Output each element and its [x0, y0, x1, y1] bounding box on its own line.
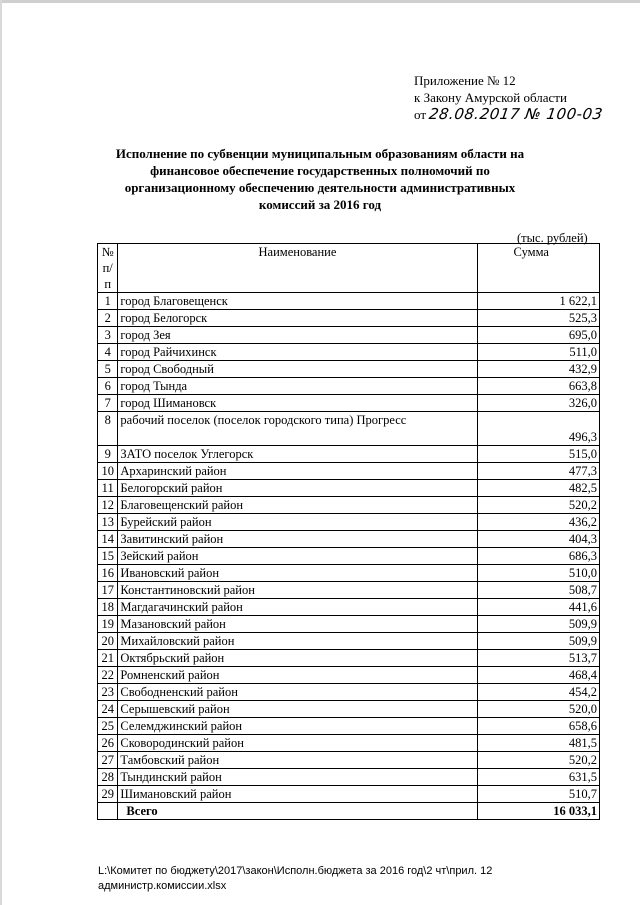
table-row [98, 650, 600, 667]
table-row [98, 752, 600, 769]
row-sum: 663,8 [477, 378, 599, 395]
row-sum: 436,2 [477, 514, 599, 531]
row-sum: 432,9 [477, 361, 599, 378]
table-row [98, 616, 600, 633]
appendix-date-prefix: от [414, 107, 427, 122]
table-row [98, 548, 600, 565]
table-row [98, 565, 600, 582]
row-name: Бурейский район [118, 514, 477, 531]
row-sum: 441,6 [477, 599, 599, 616]
row-name: Мазановский район [118, 616, 477, 633]
row-sum: 454,2 [477, 684, 599, 701]
header-name: Наименование [118, 244, 477, 293]
row-name: Завитинский район [118, 531, 477, 548]
row-number: 15 [98, 548, 118, 565]
row-name: Октябрьский район [118, 650, 477, 667]
row-sum: 515,0 [477, 446, 599, 463]
row-name: Свободненский район [118, 684, 477, 701]
row-number: 23 [98, 684, 118, 701]
row-name: город Белогорск [118, 310, 477, 327]
table-row [98, 786, 600, 803]
appendix-date-line [414, 106, 603, 123]
row-name: Ромненский район [118, 667, 477, 684]
row-sum: 404,3 [477, 531, 599, 548]
row-sum: 520,2 [477, 752, 599, 769]
row-number: 19 [98, 616, 118, 633]
document-title: Исполнение по субвенции муниципальным образованиям области на финансовое обеспечение государственных полномочий по организационному обеспечению деятельности административных комиссий за 2016 год [115, 146, 525, 212]
row-number: 22 [98, 667, 118, 684]
row-number: 1 [98, 293, 118, 310]
row-sum: 511,0 [477, 344, 599, 361]
row-sum: 481,5 [477, 735, 599, 752]
total-row [98, 803, 600, 820]
row-number: 11 [98, 480, 118, 497]
total-label: Всего [118, 803, 477, 820]
row-name: Зейский район [118, 548, 477, 565]
row-sum: 477,3 [477, 463, 599, 480]
table-row [98, 446, 600, 463]
row-sum: 468,4 [477, 667, 599, 684]
row-number: 4 [98, 344, 118, 361]
file-path-footer [98, 864, 492, 894]
table-row [98, 718, 600, 735]
page-edge-left [0, 0, 2, 905]
row-number: 21 [98, 650, 118, 667]
table-row [98, 667, 600, 684]
row-name: рабочий поселок (поселок городского типа) Прогресс [118, 412, 477, 446]
row-name: Белогорский район [118, 480, 477, 497]
row-name: город Тында [118, 378, 477, 395]
row-name: город Райчихинск [118, 344, 477, 361]
table-row [98, 684, 600, 701]
row-number: 12 [98, 497, 118, 514]
row-sum: 509,9 [477, 633, 599, 650]
page-edge [0, 0, 640, 3]
row-name: Селемджинский район [118, 718, 477, 735]
row-number: 17 [98, 582, 118, 599]
row-number: 5 [98, 361, 118, 378]
table-row [98, 701, 600, 718]
table-row [98, 514, 600, 531]
row-sum: 508,7 [477, 582, 599, 599]
appendix-header [414, 72, 603, 123]
table-row [98, 633, 600, 650]
table-row [98, 497, 600, 514]
header-num: № п/п [98, 244, 118, 293]
row-number: 24 [98, 701, 118, 718]
table-row [98, 412, 600, 446]
appendix-number: Приложение № 12 [414, 73, 516, 88]
table-row [98, 480, 600, 497]
row-number: 14 [98, 531, 118, 548]
row-name: ЗАТО поселок Углегорск [118, 446, 477, 463]
table-row [98, 378, 600, 395]
row-number: 29 [98, 786, 118, 803]
file-path-line1: L:\Комитет по бюджету\2017\закон\Исполн.бюджета за 2016 год\2 чт\прил. 12 [98, 865, 493, 877]
row-sum: 525,3 [477, 310, 599, 327]
table-row [98, 735, 600, 752]
row-name: Магдагачинский район [118, 599, 477, 616]
row-number: 3 [98, 327, 118, 344]
table-row [98, 531, 600, 548]
row-name: Сковородинский район [118, 735, 477, 752]
table-row [98, 769, 600, 786]
row-name: Тындинский район [118, 769, 477, 786]
table-row [98, 327, 600, 344]
row-sum: 520,0 [477, 701, 599, 718]
row-number: 25 [98, 718, 118, 735]
total-sum: 16 033,1 [477, 803, 599, 820]
row-number: 16 [98, 565, 118, 582]
handwritten-date-number: 28.08.2017 № 100-03 [428, 105, 605, 123]
row-name: Архаринский район [118, 463, 477, 480]
subvention-table [97, 243, 600, 820]
row-number: 27 [98, 752, 118, 769]
row-sum: 482,5 [477, 480, 599, 497]
row-sum: 496,3 [477, 412, 599, 446]
row-sum: 658,6 [477, 718, 599, 735]
row-name: Константиновский район [118, 582, 477, 599]
row-name: Ивановский район [118, 565, 477, 582]
row-number: 9 [98, 446, 118, 463]
table-header-row [98, 244, 600, 293]
row-sum: 686,3 [477, 548, 599, 565]
row-name: город Шимановск [118, 395, 477, 412]
row-sum: 1 622,1 [477, 293, 599, 310]
row-number: 26 [98, 735, 118, 752]
table-row [98, 361, 600, 378]
row-name: город Зея [118, 327, 477, 344]
row-number: 13 [98, 514, 118, 531]
row-sum: 695,0 [477, 327, 599, 344]
row-number: 28 [98, 769, 118, 786]
row-name: Шимановский район [118, 786, 477, 803]
table-row [98, 582, 600, 599]
row-sum: 326,0 [477, 395, 599, 412]
row-name: Тамбовский район [118, 752, 477, 769]
row-sum: 513,7 [477, 650, 599, 667]
row-sum: 509,9 [477, 616, 599, 633]
appendix-law-reference: к Закону Амурской области [414, 90, 567, 105]
table-row [98, 463, 600, 480]
header-sum: Сумма [477, 244, 599, 293]
row-name: город Свободный [118, 361, 477, 378]
row-number: 2 [98, 310, 118, 327]
table-row [98, 395, 600, 412]
row-number: 20 [98, 633, 118, 650]
table-row [98, 344, 600, 361]
row-number: 6 [98, 378, 118, 395]
row-number: 7 [98, 395, 118, 412]
row-number: 18 [98, 599, 118, 616]
row-number: 10 [98, 463, 118, 480]
row-number: 8 [98, 412, 118, 446]
table-row [98, 310, 600, 327]
total-num [98, 803, 118, 820]
row-name: Михайловский район [118, 633, 477, 650]
row-name: Серышевский район [118, 701, 477, 718]
row-sum: 510,7 [477, 786, 599, 803]
row-name: Благовещенский район [118, 497, 477, 514]
row-sum: 520,2 [477, 497, 599, 514]
table-row [98, 293, 600, 310]
units-label: (тыс. рублей) [517, 231, 588, 245]
row-sum: 631,5 [477, 769, 599, 786]
table-row [98, 599, 600, 616]
file-path-line2: администр.комиссии.xlsx [98, 880, 227, 892]
row-sum: 510,0 [477, 565, 599, 582]
row-name: город Благовещенск [118, 293, 477, 310]
